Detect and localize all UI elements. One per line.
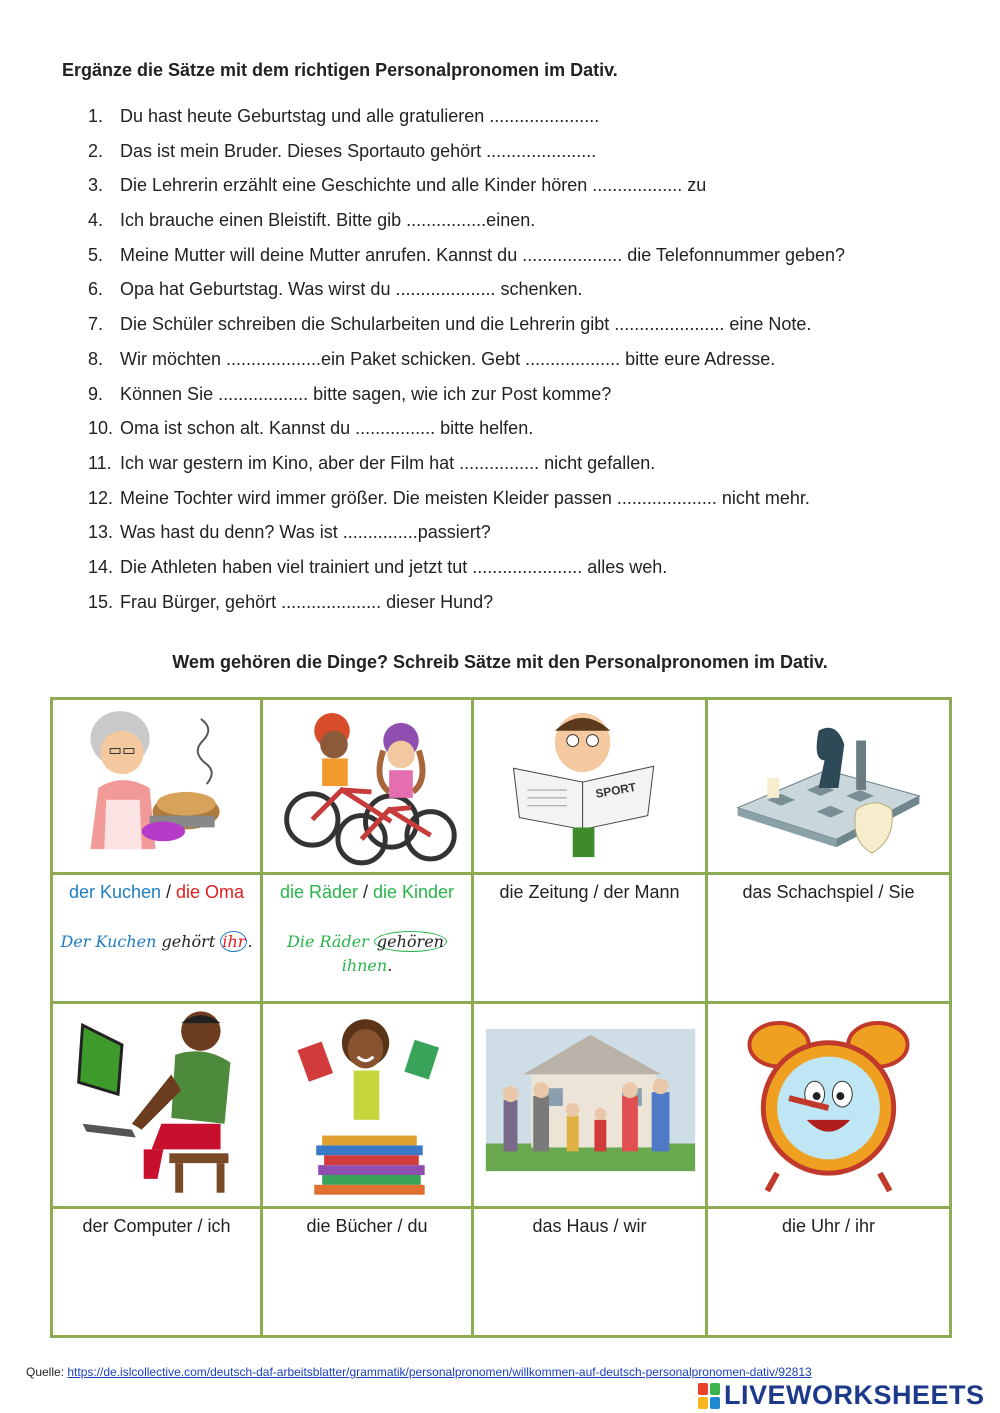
exercise-text: Ich brauche einen Bleistift. Bitte gib ................einen. <box>120 210 536 231</box>
source-link[interactable]: https://de.islcollective.com/deutsch-daf-arbeitsblatter/grammatik/personalpronomen/willkommen-auf-deutsch-personalpronomen-dativ/92813 <box>67 1365 812 1379</box>
exercise-item <box>88 488 845 523</box>
cell-newspaper-man: die Zeitung / der Mann <box>473 874 707 1003</box>
exercise-text: Das ist mein Bruder. Dieses Sportauto gehört ...................... <box>120 140 597 161</box>
exercise-number: 14. <box>88 556 114 577</box>
exercise-list <box>88 106 845 626</box>
picture-family-house <box>473 1003 707 1208</box>
source-footer <box>26 1365 812 1379</box>
exercise-number: 10. <box>88 418 114 439</box>
exercise-number: 15. <box>88 591 114 612</box>
exercise-number: 3. <box>88 175 104 196</box>
exercise-item <box>88 349 845 384</box>
exercise-item <box>88 314 845 349</box>
picture-alarm-clock <box>707 1003 951 1208</box>
source-label: Quelle: <box>26 1365 68 1379</box>
cell-books-du: die Bücher / du <box>262 1208 473 1337</box>
picture-chess <box>707 699 951 874</box>
exercise-item <box>88 175 845 210</box>
exercise-item <box>88 141 845 176</box>
exercise-text: Frau Bürger, gehört .................... dieser Hund? <box>120 591 494 612</box>
computer-user-icon <box>53 1004 260 1206</box>
exercise-number: 13. <box>88 522 114 543</box>
bicycles-icon <box>263 700 471 872</box>
example-sentence-2: Die Räder gehören ihnen. <box>263 930 471 978</box>
cell-cake-grandma: der Kuchen / die Oma Der Kuchen gehört ihr . <box>52 874 262 1003</box>
exercise-item <box>88 557 845 592</box>
exercise-text: Ich war gestern im Kino, aber der Film hat ................ nicht gefallen. <box>120 452 656 473</box>
exercise-number: 1. <box>88 106 104 126</box>
example-sentence-1: Der Kuchen gehört ihr . <box>60 932 253 951</box>
grandma-baking-icon <box>53 700 260 872</box>
exercise-text: Was hast du denn? Was ist ...............passiert? <box>120 522 491 543</box>
exercise-item <box>88 384 845 419</box>
exercise-item <box>88 245 845 280</box>
logo-badge-icon <box>698 1383 720 1409</box>
exercise-number: 5. <box>88 244 104 265</box>
exercise-text: Die Lehrerin erzählt eine Geschichte und alle Kinder hören .................. zu <box>120 175 707 196</box>
exercise-text: Die Athleten haben viel trainiert und jetzt tut ...................... alles weh. <box>120 556 668 577</box>
exercise-text: Die Schüler schreiben die Schularbeiten und die Lehrerin gibt ...................... eine Note. <box>120 314 812 335</box>
exercise-text: Du hast heute Geburtstag und alle gratulieren ...................... <box>120 106 600 126</box>
exercise-item <box>88 592 845 627</box>
exercise-item <box>88 522 845 557</box>
alarm-clock-icon <box>708 1004 949 1206</box>
exercise-text: Oma ist schon alt. Kannst du ................ bitte helfen. <box>120 418 534 439</box>
exercise-text: Können Sie .................. bitte sagen, wie ich zur Post komme? <box>120 383 612 404</box>
object-label: die Räder <box>279 882 358 902</box>
exercise-number: 12. <box>88 487 114 508</box>
logo-text: LIVEWORKSHEETS <box>724 1380 985 1410</box>
owner-label: die Oma <box>176 882 245 902</box>
picture-computer <box>52 1003 262 1208</box>
exercise-item <box>88 210 845 245</box>
newspaper-reader-icon <box>474 700 705 872</box>
chess-board-icon <box>708 700 949 872</box>
exercise-number: 4. <box>88 210 104 231</box>
exercise-item <box>88 418 845 453</box>
worksheet-title: Ergänze die Sätze mit dem richtigen Personalpronomen im Dativ. <box>62 60 618 80</box>
exercise-text: Meine Tochter wird immer größer. Die meisten Kleider passen .................... nicht mehr. <box>120 487 810 508</box>
picture-man-newspaper <box>473 699 707 874</box>
owner-label: die Kinder <box>373 882 455 902</box>
books-woman-icon <box>263 1004 471 1206</box>
exercise-number: 11. <box>88 452 112 473</box>
exercise-text: Meine Mutter will deine Mutter anrufen. Kannst du .................... die Telefonnummer geben? <box>120 244 846 265</box>
exercise-text: Opa hat Geburtstag. Was wirst du .................... schenken. <box>120 279 583 300</box>
exercise-item <box>88 279 845 314</box>
exercise-item <box>88 453 845 488</box>
picture-books <box>262 1003 473 1208</box>
exercise-number: 7. <box>88 314 104 335</box>
cell-computer-ich: der Computer / ich <box>52 1208 262 1337</box>
newspaper-label: SPORT <box>594 779 638 801</box>
picture-children-bikes <box>262 699 473 874</box>
cell-house-wir: das Haus / wir <box>473 1208 707 1337</box>
exercise-number: 6. <box>88 279 104 300</box>
cell-bikes-children: die Räder / die Kinder Die Räder gehören ihnen. <box>262 874 473 1003</box>
liveworksheets-logo <box>698 1380 985 1411</box>
cell-clock-ihr: die Uhr / ihr <box>707 1208 951 1337</box>
family-house-icon <box>474 1004 705 1206</box>
cell-chess-sie: das Schachspiel / Sie <box>707 874 951 1003</box>
ownership-table <box>50 697 952 1338</box>
exercise-number: 9. <box>88 383 104 404</box>
object-label: der Kuchen <box>68 882 162 902</box>
picture-grandma-cake <box>52 699 262 874</box>
exercise-number: 8. <box>88 348 104 369</box>
exercise-item <box>88 106 845 141</box>
section-subtitle: Wem gehören die Dinge? Schreib Sätze mit den Personalpronomen im Dativ. <box>172 652 828 672</box>
exercise-number: 2. <box>88 140 104 161</box>
exercise-text: Wir möchten ...................ein Paket schicken. Gebt ................... bitte eure Adresse. <box>120 348 776 369</box>
